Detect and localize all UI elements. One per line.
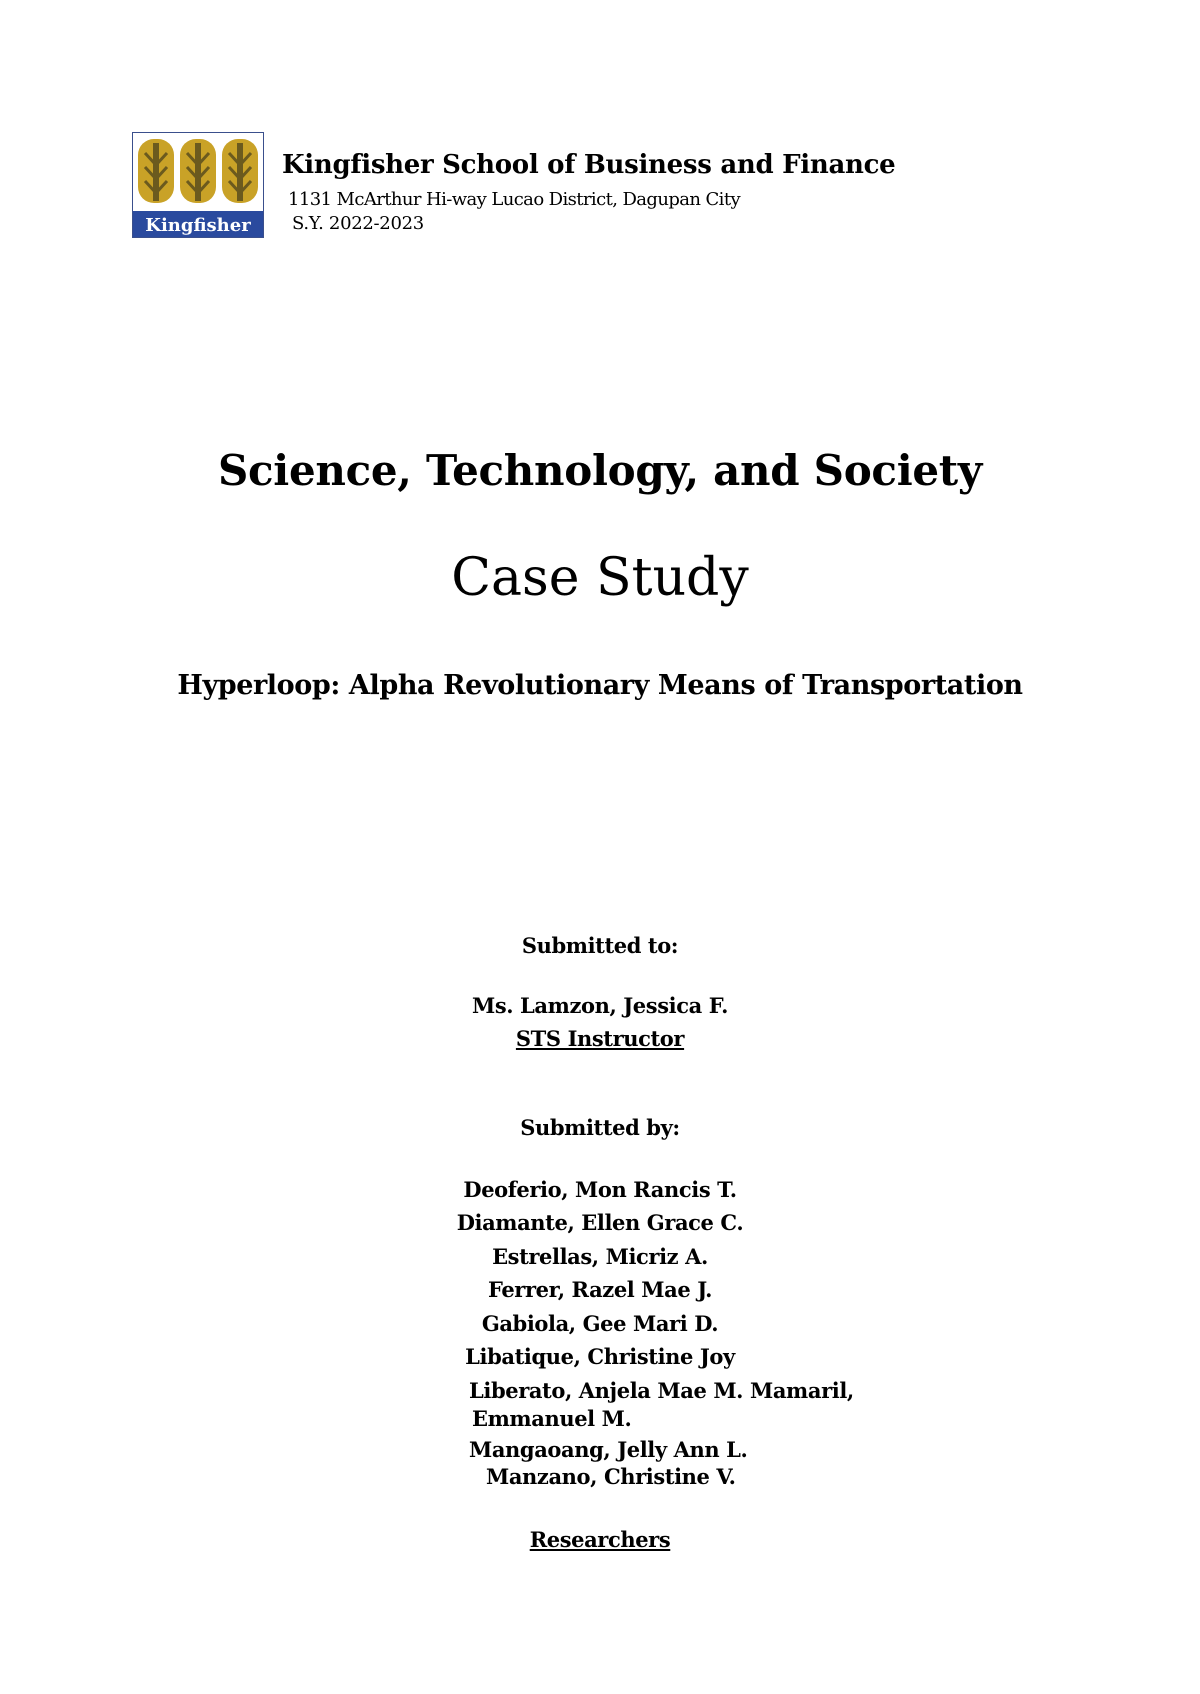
kingfisher-logo-emblem — [133, 133, 263, 237]
school-name: Kingfisher School of Business and Finance — [282, 150, 896, 180]
researcher-name: Estrellas, Micriz A. — [492, 1244, 708, 1269]
document-type: Case Study — [451, 548, 749, 608]
wheat-sheaf-icon — [138, 139, 174, 203]
submitted-to-label: Submitted to: — [521, 933, 679, 958]
researchers-caption: Researchers — [529, 1527, 671, 1552]
researcher-name: Deoferio, Mon Rancis T. — [463, 1177, 737, 1202]
school-logo — [132, 132, 264, 238]
researcher-name: Manzano, Christine V. — [486, 1464, 736, 1489]
researcher-name: Emmanuel M. — [472, 1406, 632, 1431]
researcher-name: Diamante, Ellen Grace C. — [456, 1210, 744, 1235]
researcher-name: Libatique, Christine Joy — [465, 1344, 735, 1369]
subject-title: Science, Technology, and Society — [218, 446, 982, 495]
researcher-name: Liberato, Anjela Mae M. Mamaril, — [469, 1378, 854, 1403]
school-year: S.Y. 2022-2023 — [292, 213, 424, 234]
submitted-by-label: Submitted by: — [520, 1115, 680, 1140]
wheat-sheaf-icon — [180, 139, 216, 203]
researcher-name: Ferrer, Razel Mae J. — [487, 1277, 713, 1302]
researcher-name: Gabiola, Gee Mari D. — [481, 1311, 719, 1336]
researcher-name: Mangaoang, Jelly Ann L. — [469, 1437, 748, 1462]
wheat-sheaf-icon — [222, 139, 258, 203]
instructor-role: STS Instructor — [515, 1026, 685, 1051]
instructor-name: Ms. Lamzon, Jessica F. — [471, 993, 729, 1018]
case-study-title: Hyperloop: Alpha Revolutionary Means of Transportation — [177, 670, 1023, 701]
logo-wordmark: Kingfisher — [145, 215, 251, 236]
school-address: 1131 McArthur Hi-way Lucao District, Dagupan City — [288, 189, 741, 210]
